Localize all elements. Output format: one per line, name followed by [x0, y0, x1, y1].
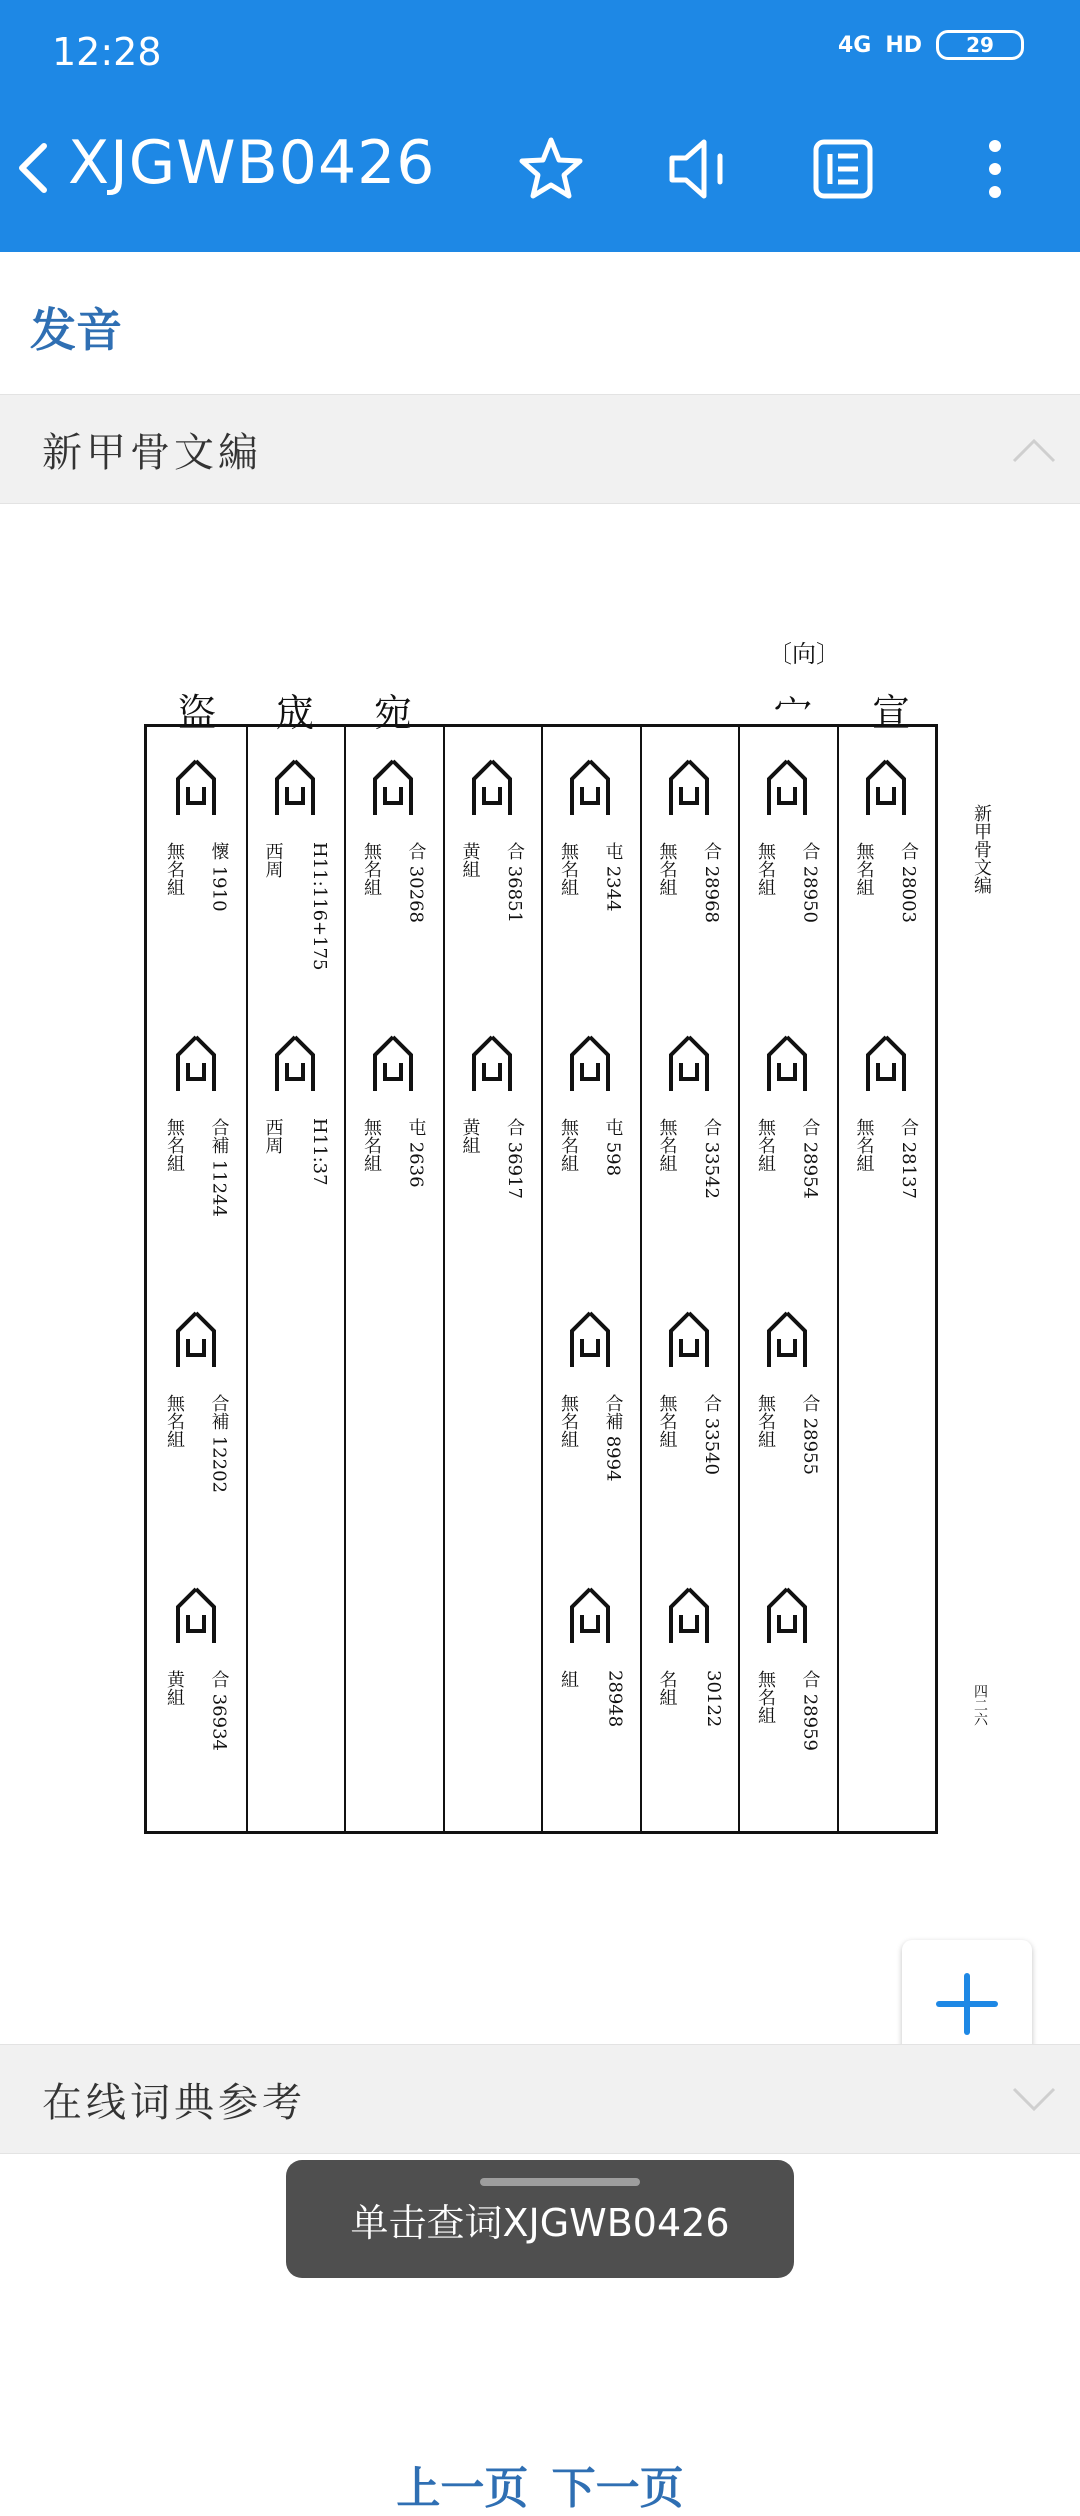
network-indicator: 4G — [837, 32, 872, 58]
glyph-group: 無名組 — [558, 1394, 579, 1448]
page-title: XJGWB0426 — [68, 128, 436, 198]
glyph-column — [344, 727, 445, 1831]
oracle-glyph-icon — [566, 1033, 614, 1097]
glyph-source: 合 28959 — [799, 1670, 821, 1751]
glyph-entry — [837, 727, 936, 1003]
header-char-mian: 宀 — [774, 691, 813, 735]
back-arrow-icon[interactable] — [14, 140, 54, 196]
glyph-group: 無名組 — [755, 1670, 776, 1724]
glyph-column — [837, 727, 936, 1831]
oracle-glyph-icon — [862, 1033, 910, 1097]
glyph-source: 屯 2344 — [602, 842, 624, 912]
glyph-entry — [640, 1003, 739, 1279]
glyph-source: 合 30268 — [405, 842, 427, 923]
oracle-glyph-icon — [172, 1585, 220, 1649]
section-title: 新甲骨文編 — [42, 430, 262, 476]
glyph-entry — [541, 1003, 640, 1279]
glyph-column — [541, 727, 642, 1831]
glyph-entry — [344, 727, 443, 1003]
glyph-column — [738, 727, 839, 1831]
glyph-source: 合 36851 — [504, 842, 525, 923]
glyph-group: 無名組 — [755, 1118, 776, 1172]
glyph-entry — [246, 727, 345, 1003]
glyph-source: 合 28950 — [799, 842, 821, 923]
oracle-glyph-icon — [271, 757, 319, 821]
glyph-entry — [443, 1003, 542, 1279]
battery-icon — [936, 30, 1024, 60]
header-char-xuan: 宣 — [872, 691, 911, 735]
column-headers — [120, 624, 980, 735]
oracle-glyph-icon — [665, 1033, 713, 1097]
oracle-glyph-icon — [862, 757, 910, 821]
oracle-glyph-icon — [172, 757, 220, 821]
gesture-nav-bar[interactable] — [480, 2178, 640, 2186]
chevron-down-icon[interactable] — [1012, 2085, 1056, 2113]
glyph-column — [640, 727, 741, 1831]
glyph-source: 懷 1910 — [208, 842, 230, 912]
glyph-source: 合補 12202 — [208, 1394, 230, 1493]
glyph-source: 屯 2636 — [405, 1118, 427, 1188]
glyph-column — [147, 727, 248, 1831]
scan-page — [120, 624, 992, 1944]
toast-message: 单击查词XJGWB0426 — [286, 2160, 794, 2278]
more-icon[interactable] — [960, 134, 1030, 204]
glyph-entry — [738, 1555, 837, 1831]
oracle-glyph-icon — [172, 1309, 220, 1373]
glyph-group: 無名組 — [164, 842, 185, 896]
next-page-link[interactable]: 下一页 — [551, 2463, 684, 2514]
chevron-up-icon[interactable] — [1012, 435, 1056, 463]
oracle-glyph-icon — [566, 757, 614, 821]
glyph-group: 無名組 — [656, 1394, 678, 1448]
glyph-source: 合 33542 — [701, 1118, 722, 1199]
glyph-group: 無名組 — [558, 842, 579, 896]
glyph-source: 合 33540 — [701, 1394, 722, 1475]
speaker-icon[interactable] — [664, 134, 734, 204]
oracle-glyph-icon — [665, 757, 713, 821]
section-title: 在线词典参考 — [42, 2080, 306, 2126]
glyph-group: 無名組 — [656, 842, 678, 896]
glyph-source: 屯 598 — [602, 1118, 624, 1177]
glyph-source: 合 28137 — [898, 1118, 919, 1199]
glyph-group: 無名組 — [755, 842, 776, 896]
glyph-group: 無名組 — [164, 1118, 185, 1172]
glyph-entry — [541, 727, 640, 1003]
oracle-glyph-icon — [566, 1309, 614, 1373]
glyph-group: 無名組 — [853, 842, 875, 896]
glyph-group: 黄組 — [459, 1118, 481, 1154]
glyph-source: 合 28954 — [799, 1118, 821, 1199]
oracle-glyph-icon — [271, 1033, 319, 1097]
glyph-entry — [738, 727, 837, 1003]
glyph-group: 無名組 — [164, 1394, 185, 1448]
header-char-xiang-small: 〔向〕 — [768, 640, 840, 668]
glyph-entry — [837, 1003, 936, 1279]
oracle-glyph-icon — [369, 1033, 417, 1097]
pager — [0, 2452, 1080, 2516]
app-bar — [0, 0, 1080, 252]
oracle-glyph-icon — [763, 1033, 811, 1097]
glyph-table — [144, 724, 938, 1834]
glyph-entry — [738, 1279, 837, 1555]
section-header-xinjiaguwen[interactable] — [0, 394, 1080, 504]
list-icon[interactable] — [808, 134, 878, 204]
status-time: 12:28 — [52, 30, 162, 74]
glyph-source: 合補 11244 — [208, 1118, 230, 1217]
glyph-entry — [541, 1555, 640, 1831]
glyph-entry — [147, 1555, 246, 1831]
battery-level: 29 — [966, 33, 994, 57]
glyph-group: 無名組 — [853, 1118, 875, 1172]
oracle-glyph-icon — [763, 1585, 811, 1649]
glyph-source: 28948 — [604, 1670, 626, 1728]
glyph-source: H11:37 — [309, 1118, 330, 1186]
glyph-entry — [147, 727, 246, 1003]
glyph-entry — [246, 1003, 345, 1279]
glyph-entry — [738, 1003, 837, 1279]
glyph-group: 無名組 — [558, 1118, 579, 1172]
glyph-group: 無名組 — [656, 1118, 678, 1172]
oracle-glyph-icon — [665, 1585, 713, 1649]
oracle-glyph-icon — [369, 757, 417, 821]
glyph-source: 合 36917 — [504, 1118, 525, 1199]
glyph-source: 30122 — [703, 1670, 724, 1728]
glyph-entry — [640, 1555, 739, 1831]
glyph-entry — [640, 727, 739, 1003]
glyph-source: 合 36934 — [208, 1670, 230, 1751]
glyph-source: 合 28955 — [799, 1394, 821, 1475]
oracle-glyph-icon — [468, 1033, 516, 1097]
glyph-group: 西周 — [262, 1118, 284, 1154]
oracle-glyph-icon — [763, 1309, 811, 1373]
oracle-glyph-icon — [665, 1309, 713, 1373]
glyph-source: 合 28968 — [701, 842, 722, 923]
glyph-group: 西周 — [262, 842, 284, 878]
glyph-group: 無名組 — [361, 1118, 382, 1172]
glyph-entry — [147, 1003, 246, 1279]
glyph-entry — [147, 1279, 246, 1555]
glyph-group: 無名組 — [755, 1394, 776, 1448]
glyph-group: 無名組 — [361, 842, 382, 896]
section-header-online-dict[interactable] — [0, 2044, 1080, 2154]
hd-indicator: HD — [885, 32, 922, 58]
glyph-entry — [541, 1279, 640, 1555]
margin-title: 新甲骨文编 — [971, 804, 992, 894]
star-icon[interactable] — [516, 134, 586, 204]
glyph-source: 合補 8994 — [602, 1394, 624, 1482]
glyph-entry — [344, 1003, 443, 1279]
glyph-group: 黄組 — [459, 842, 481, 878]
header-char-wan: 宛 — [374, 691, 413, 735]
glyph-group: 組 — [558, 1670, 579, 1688]
header-char-cheng: 宬 — [276, 691, 315, 735]
oracle-glyph-icon — [172, 1033, 220, 1097]
margin-page-number: 四二六 — [972, 1684, 988, 1726]
status-icons — [838, 30, 1024, 60]
header-char-dao: 盜 — [178, 691, 217, 735]
glyph-source: H11:116+175 — [309, 842, 330, 971]
glyph-column — [443, 727, 544, 1831]
glyph-group: 名組 — [656, 1670, 678, 1706]
glyph-entry — [443, 727, 542, 1003]
pronunciation-label[interactable]: 发音 — [30, 303, 122, 357]
oracle-glyph-icon — [468, 757, 516, 821]
glyph-column — [246, 727, 347, 1831]
glyph-group: 黄組 — [164, 1670, 185, 1706]
prev-page-link[interactable]: 上一页 — [396, 2463, 529, 2514]
glyph-source: 合 28003 — [898, 842, 919, 923]
oracle-glyph-icon — [566, 1585, 614, 1649]
oracle-glyph-icon — [763, 757, 811, 821]
glyph-entry — [640, 1279, 739, 1555]
pronunciation-section[interactable] — [0, 252, 1080, 394]
